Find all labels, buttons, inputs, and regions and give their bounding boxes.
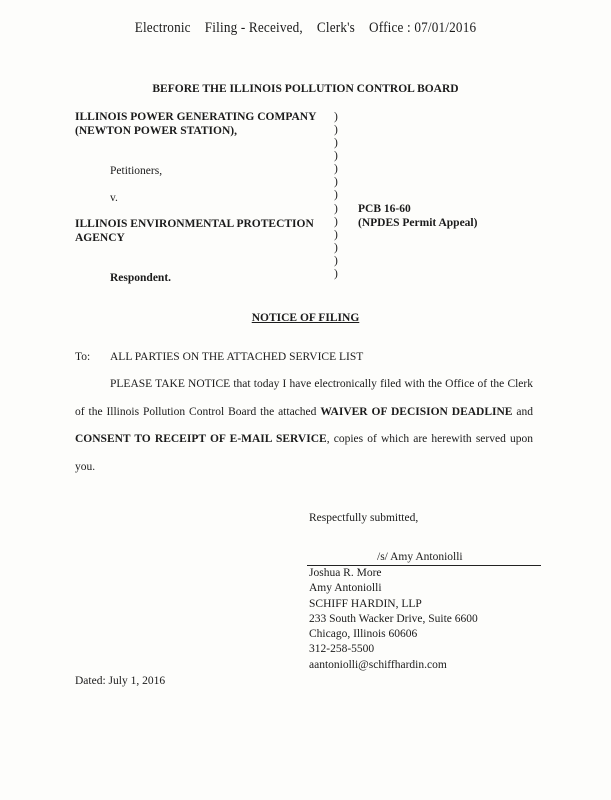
caption-paren: ) [334,176,338,188]
caption-paren: ) [334,124,338,136]
notice-body [75,371,533,481]
court-heading: BEFORE THE ILLINOIS POLLUTION CONTROL BOARD [152,83,459,95]
petitioner-name-line2: (NEWTON POWER STATION), [75,125,237,137]
firm-phone: 312-258-5500 [309,643,375,656]
caption-paren: ) [334,216,338,228]
body-text-part3: , copies of which are herewith served upon you. [75,433,533,473]
respondent-name-line1: ILLINOIS ENVIRONMENTAL PROTECTION [75,218,314,230]
caption-paren: ) [334,268,338,280]
caption-paren: ) [334,229,338,241]
versus-label: v. [110,192,118,204]
law-firm: SCHIFF HARDIN, LLP [309,597,422,610]
caption-paren: ) [334,163,338,175]
attorney-name: Amy Antoniolli [309,582,382,595]
closing: Respectfully submitted, [309,512,419,524]
dated-line: Dated: July 1, 2016 [75,675,166,687]
body-text-part2: and [512,405,533,418]
caption-paren: ) [334,255,338,267]
caption-paren: ) [334,150,338,162]
body-waiver-title: WAIVER OF DECISION DEADLINE [320,405,513,418]
respondent-name-line2: AGENCY [75,232,125,244]
respondent-label: Respondent. [110,272,172,284]
filing-stamp [37,20,575,37]
caption-paren: ) [334,189,338,201]
signature-block [309,566,478,673]
stamp-filing: Filing - Received, [204,20,303,36]
to-label: To: [75,351,91,363]
stamp-clerk: Clerk's [316,20,355,36]
firm-street-address: 233 South Wacker Drive, Suite 6600 [309,612,478,625]
firm-email: aantoniolli@schiffhardin.com [309,658,447,671]
notice-title: NOTICE OF FILING [251,312,360,324]
body-text-part1: PLEASE TAKE NOTICE that today I have electronically filed with the Office of the Clerk of the Illinois Pollution Control Board the attached [75,378,533,418]
stamp-electronic: Electronic [134,20,191,36]
caption-paren: ) [334,111,338,123]
petitioners-label: Petitioners, [110,165,163,177]
caption-paren: ) [334,242,338,254]
to-recipients: ALL PARTIES ON THE ATTACHED SERVICE LIST [110,351,364,363]
caption-paren: ) [334,203,338,215]
signature: /s/ Amy Antoniolli [377,551,463,563]
signature-line [307,551,541,566]
firm-city: Chicago, Illinois 60606 [309,628,418,641]
case-type: (NPDES Permit Appeal) [358,217,478,229]
case-number: PCB 16-60 [358,203,411,215]
signer-name: Joshua R. More [309,567,382,579]
body-consent-title: CONSENT TO RECEIPT OF E-MAIL SERVICE [75,433,327,445]
stamp-office-date: Office : 07/01/2016 [369,20,477,36]
petitioner-name-line1: ILLINOIS POWER GENERATING COMPANY [75,111,317,123]
caption-paren: ) [334,137,338,149]
